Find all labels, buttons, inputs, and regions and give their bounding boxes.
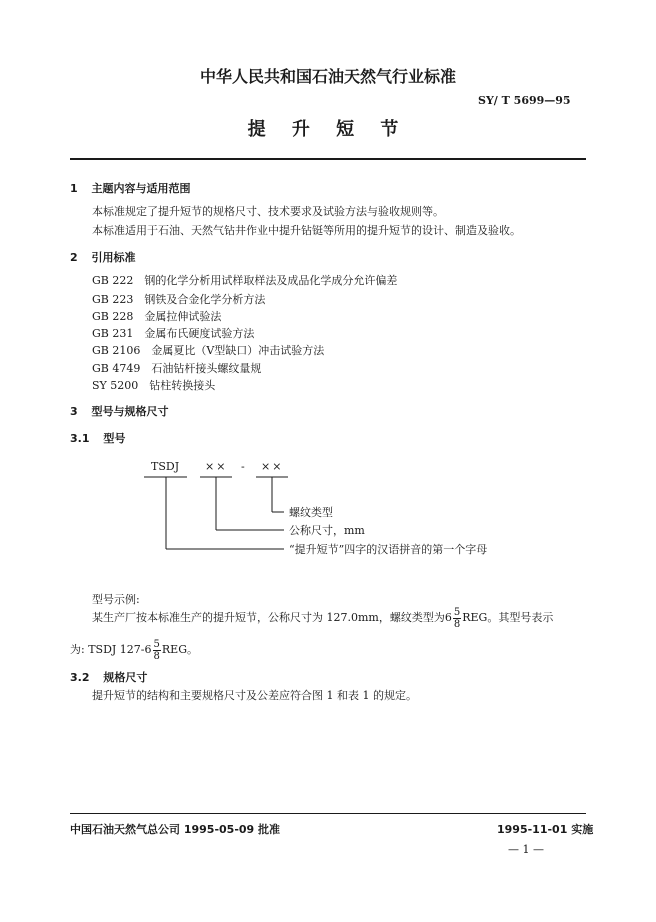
- example-line-2-text: 为: TSDJ 127-: [70, 643, 145, 656]
- example-line-1: [92, 604, 553, 632]
- standard-org-title: 中华人民共和国石油天然气行业标准: [199, 67, 456, 86]
- section-3-2-heading: [70, 669, 147, 685]
- reference-item: GB 231 金属布氏硬度试验方法: [92, 327, 255, 340]
- section-3-2-title: 规格尺寸: [103, 671, 148, 684]
- section-3-1-number: 3.1: [70, 432, 90, 445]
- reference-item: SY 5200 钻柱转换接头: [92, 379, 216, 392]
- example-line-1-text: 某生产厂按本标准生产的提升短节，公称尺寸为 127.0mm，螺纹类型为: [92, 611, 445, 624]
- reference-item: GB 4749 石油钻杆接头螺纹量规: [92, 362, 262, 375]
- code-size: ××: [205, 460, 228, 473]
- fraction-whole: 6: [444, 611, 452, 624]
- section-1-paragraph-1: 本标准规定了提升短节的规格尺寸、技术要求及试验方法与验收规则等。: [92, 205, 444, 218]
- fraction-five-eighths: [453, 607, 461, 630]
- reference-item: GB 223 钢铁及合金化学分析方法: [92, 293, 266, 306]
- reference-item: GB 2106 金属夏比（V型缺口）冲击试验方法: [92, 344, 325, 357]
- footer-rule: [70, 813, 586, 814]
- label-prefix-meaning: “提升短节”四字的汉语拼音的第一个字母: [289, 543, 488, 556]
- example-line-2-tail: REG。: [161, 643, 198, 656]
- section-2-title: 引用标准: [91, 251, 136, 264]
- example-title: 型号示例:: [92, 593, 140, 606]
- example-line-2: [70, 636, 198, 664]
- section-1-paragraph-2: 本标准适用于石油、天然气钻井作业中提升钻铤等所用的提升短节的设计、制造及验收。: [92, 224, 521, 237]
- section-3-2-number: 3.2: [70, 671, 90, 684]
- fraction-denominator: 8: [153, 650, 160, 662]
- section-1-number: 1: [70, 182, 78, 195]
- reference-item: GB 228 金属拉伸试验法: [92, 310, 222, 323]
- section-3-number: 3: [70, 405, 78, 418]
- example-line-1-tail: REG。其型号表示: [462, 611, 554, 624]
- fraction-whole: 6: [144, 643, 152, 656]
- fraction-denominator: 8: [453, 618, 461, 630]
- section-3-1-title: 型号: [103, 432, 126, 445]
- page-number: — 1 —: [508, 843, 544, 856]
- code-dash: -: [241, 460, 245, 473]
- fraction-numerator: 5: [453, 606, 461, 618]
- label-nominal-size: 公称尺寸，mm: [289, 524, 365, 537]
- section-3-2-paragraph: 提升短节的结构和主要规格尺寸及公差应符合图 1 和表 1 的规定。: [92, 689, 417, 702]
- label-thread-type: 螺纹类型: [289, 506, 333, 519]
- standard-code: SY/ T 5699—95: [478, 94, 571, 107]
- issuer-approval: 中国石油天然气总公司 1995-05-09 批准: [70, 823, 281, 836]
- reference-item: GB 222 钢的化学分析用试样取样法及成品化学成分允许偏差: [92, 274, 398, 287]
- section-2-number: 2: [70, 251, 78, 264]
- fraction-numerator: 5: [153, 638, 160, 650]
- section-3-title: 型号与规格尺寸: [91, 405, 169, 418]
- document-title: 提 升 短 节: [247, 119, 409, 140]
- code-prefix: TSDJ: [151, 460, 180, 473]
- fraction-five-eighths: [153, 639, 161, 662]
- effective-date: 1995-11-01 实施: [497, 823, 594, 836]
- section-1-title: 主题内容与适用范围: [91, 182, 191, 195]
- code-thread: ××: [261, 460, 284, 473]
